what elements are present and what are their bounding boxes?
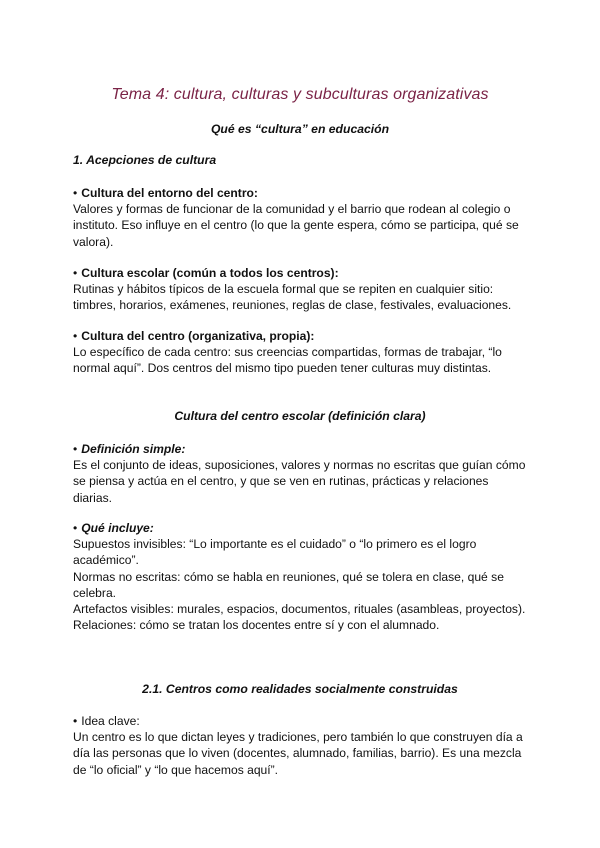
section-heading-acepciones: 1. Acepciones de cultura <box>73 153 217 167</box>
idea-line: día las personas que lo viven (docentes, alumnado, familias, barrio). Es una mezcla <box>73 746 522 761</box>
definicion-line: se piensa y actúa en el centro, y que se ven en rutinas, prácticas y relaciones <box>73 474 489 489</box>
incluye-line: Supuestos invisibles: “Lo importante es el cuidado” o “lo primero es el logro <box>73 537 477 552</box>
incluye-line: académico”. <box>73 553 139 568</box>
incluye-heading <box>73 520 533 536</box>
idea-label: Idea clave: <box>81 714 140 728</box>
incluye-line: Normas no escritas: cómo se habla en reuniones, qué se tolera en clase, qué se <box>73 569 504 584</box>
subtitle: Qué es “cultura” en educación <box>210 122 390 136</box>
entorno-line: valora). <box>73 234 114 249</box>
incluye-line: Artefactos visibles: murales, espacios, documentos, rituales (asambleas, proyectos). <box>73 602 526 617</box>
bullet-icon: • <box>73 186 78 200</box>
escolar-label: Cultura escolar (común a todos los centros): <box>81 266 339 280</box>
paragraph-escolar <box>73 265 533 314</box>
section-heading-realidades: 2.1. Centros como realidades socialmente construidas <box>142 682 458 696</box>
escolar-line: Rutinas y hábitos típicos de la escuela formal que se repiten en cualquier sitio: <box>73 282 494 297</box>
definicion-heading <box>73 441 533 457</box>
entorno-heading <box>73 185 533 201</box>
bullet-icon: • <box>73 442 78 456</box>
bullet-icon: • <box>73 329 78 343</box>
escolar-heading <box>73 265 533 281</box>
incluye-label: Qué incluye: <box>81 521 154 535</box>
incluye-line: celebra. <box>73 585 117 600</box>
paragraph-definicion <box>73 441 533 506</box>
document-title: Tema 4: cultura, culturas y subculturas organizativas <box>111 86 489 103</box>
centro-heading <box>73 328 533 344</box>
entorno-line: instituto. Eso influye en el centro (lo que la gente espera, cómo se participa, qué se <box>73 218 519 233</box>
centro-line: Lo específico de cada centro: sus creencias compartidas, formas de trabajar, “lo <box>73 345 502 360</box>
idea-heading <box>73 713 533 729</box>
centro-label: Cultura del centro (organizativa, propia): <box>81 329 315 343</box>
section-heading-cultura-centro: Cultura del centro escolar (definición clara) <box>174 409 426 423</box>
entorno-line: Valores y formas de funcionar de la comunidad y el barrio que rodean al colegio o <box>73 202 511 217</box>
paragraph-centro <box>73 328 533 377</box>
escolar-line: timbres, horarios, exámenes, reuniones, reglas de clase, festivales, evaluaciones. <box>73 298 512 313</box>
bullet-icon: • <box>73 714 78 728</box>
idea-line: Un centro es lo que dictan leyes y tradiciones, pero también lo que construyen día a <box>73 730 523 745</box>
definicion-label: Definición simple: <box>81 442 186 456</box>
idea-line: de “lo oficial” y “lo que hacemos aquí”. <box>73 762 279 777</box>
definicion-line: Es el conjunto de ideas, suposiciones, valores y normas no escritas que guían cómo <box>73 458 526 473</box>
paragraph-incluye <box>73 520 533 633</box>
paragraph-idea <box>73 713 533 778</box>
centro-line: normal aquí”. Dos centros del mismo tipo pueden tener culturas muy distintas. <box>73 361 492 376</box>
bullet-icon: • <box>73 266 78 280</box>
definicion-line: diarias. <box>73 490 112 505</box>
entorno-label: Cultura del entorno del centro: <box>81 186 258 200</box>
incluye-line: Relaciones: cómo se tratan los docentes entre sí y con el alumnado. <box>73 618 440 633</box>
bullet-icon: • <box>73 521 78 535</box>
paragraph-entorno <box>73 185 533 250</box>
